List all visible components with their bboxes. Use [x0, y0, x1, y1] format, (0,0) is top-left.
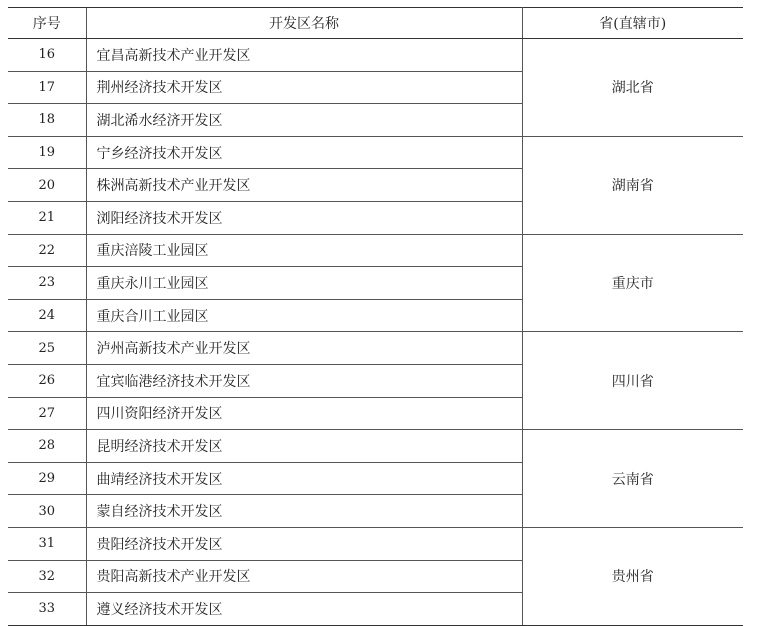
row-index: 21	[8, 201, 86, 234]
zone-name: 宜昌高新技术产业开发区	[86, 39, 522, 72]
zone-name: 重庆永川工业园区	[86, 267, 522, 300]
row-index: 32	[8, 560, 86, 593]
row-index: 22	[8, 234, 86, 267]
zone-name: 昆明经济技术开发区	[86, 430, 522, 463]
row-index: 20	[8, 169, 86, 202]
row-index: 26	[8, 364, 86, 397]
zone-name: 贵阳高新技术产业开发区	[86, 560, 522, 593]
row-index: 30	[8, 495, 86, 528]
zone-name: 浏阳经济技术开发区	[86, 201, 522, 234]
province-cell: 贵州省	[522, 527, 743, 625]
zone-name: 湖北浠水经济开发区	[86, 104, 522, 137]
row-index: 24	[8, 299, 86, 332]
province-cell: 重庆市	[522, 234, 743, 332]
row-index: 33	[8, 593, 86, 626]
zone-name: 泸州高新技术产业开发区	[86, 332, 522, 365]
table-row	[8, 234, 743, 267]
row-index: 19	[8, 136, 86, 169]
development-zone-table	[8, 7, 743, 626]
column-header-index: 序号	[8, 8, 86, 39]
province-cell: 湖北省	[522, 39, 743, 137]
province-cell: 四川省	[522, 332, 743, 430]
row-index: 23	[8, 267, 86, 300]
table-row	[8, 332, 743, 365]
column-header-name: 开发区名称	[86, 8, 522, 39]
table-row	[8, 39, 743, 72]
zone-name: 贵阳经济技术开发区	[86, 527, 522, 560]
row-index: 25	[8, 332, 86, 365]
row-index: 17	[8, 71, 86, 104]
table-row	[8, 136, 743, 169]
zone-name: 曲靖经济技术开发区	[86, 462, 522, 495]
table-header-row	[8, 8, 743, 39]
zone-name: 四川资阳经济开发区	[86, 397, 522, 430]
table-row	[8, 527, 743, 560]
zone-name: 重庆涪陵工业园区	[86, 234, 522, 267]
province-cell: 云南省	[522, 430, 743, 528]
zone-name: 宁乡经济技术开发区	[86, 136, 522, 169]
table-row	[8, 430, 743, 463]
zone-name: 宜宾临港经济技术开发区	[86, 364, 522, 397]
zone-name: 株洲高新技术产业开发区	[86, 169, 522, 202]
row-index: 28	[8, 430, 86, 463]
row-index: 16	[8, 39, 86, 72]
province-cell: 湖南省	[522, 136, 743, 234]
zone-name: 蒙自经济技术开发区	[86, 495, 522, 528]
zone-name: 遵义经济技术开发区	[86, 593, 522, 626]
row-index: 27	[8, 397, 86, 430]
zone-name: 重庆合川工业园区	[86, 299, 522, 332]
zone-name: 荆州经济技术开发区	[86, 71, 522, 104]
row-index: 31	[8, 527, 86, 560]
row-index: 29	[8, 462, 86, 495]
column-header-province: 省(直辖市)	[522, 8, 743, 39]
row-index: 18	[8, 104, 86, 137]
